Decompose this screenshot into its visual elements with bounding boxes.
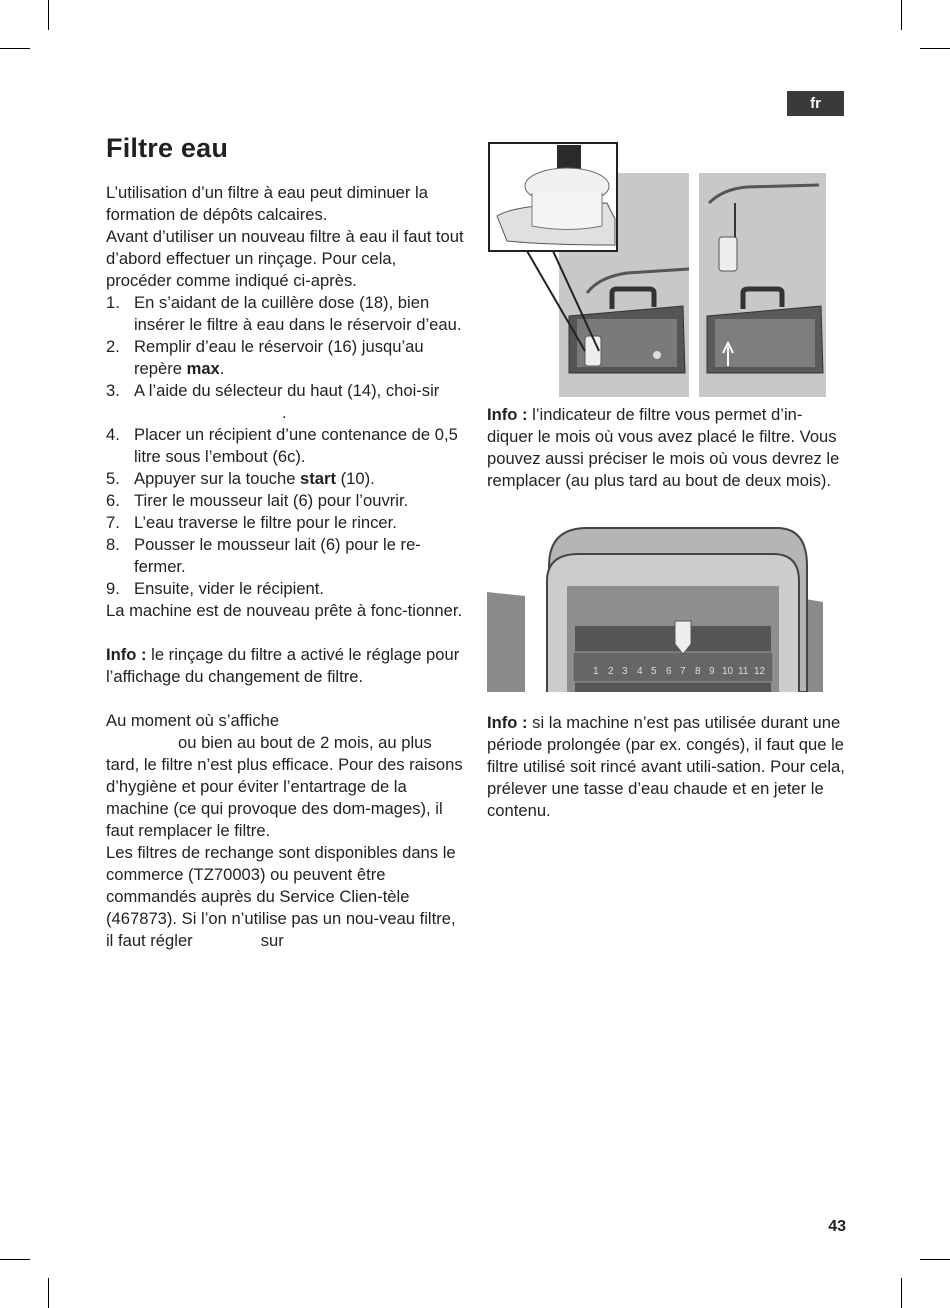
dial-number: 3 (622, 666, 628, 677)
rinse-intro-paragraph: Avant d’utiliser un nouveau filtre à eau il faut tout d’abord effectuer un rinçage. Pour cela, procéder comme indiqué ci-après. (106, 227, 464, 290)
crop-mark (0, 1259, 30, 1260)
page-title: Filtre eau (106, 133, 229, 163)
dial-number: 6 (666, 666, 672, 677)
crop-mark (48, 0, 49, 30)
rinse-steps-list (106, 292, 466, 600)
dial-number: 9 (709, 666, 715, 677)
page-number: 43 (828, 1218, 846, 1235)
crop-mark (920, 48, 950, 49)
info-label: Info : (487, 713, 528, 732)
list-item: 3. A l’aide du sélecteur du haut (14), choi-sir. (106, 381, 440, 422)
info-label: Info : (106, 645, 147, 664)
dial-number: 8 (695, 666, 701, 677)
intro-paragraph: L’utilisation d’un filtre à eau peut diminuer la formation de dépôts calcaires. (106, 183, 428, 224)
dial-number: 7 (680, 666, 686, 677)
dial-number: 12 (754, 666, 766, 677)
dial-number: 10 (722, 666, 734, 677)
extended-absence-info: Info : si la machine n’est pas utilisée durant une période prolongée (par ex. congés), il faut que le filtre utilisé soit rincé avant utili-sation. Pour cela, prélever une tasse d’eau chaude et en jeter le contenu. (487, 713, 845, 820)
list-item: 2. Remplir d’eau le réservoir (16) jusqu’au repère max. (106, 337, 424, 378)
language-tab: fr (787, 91, 844, 116)
filter-indicator-info: Info : l’indicateur de filtre vous permet d’in-diquer le mois où vous avez placé le filtre. Vous pouvez aussi préciser le mois où vous devrez le remplacer (au plus tard au bout de deux mois). (487, 405, 840, 490)
left-column (106, 182, 466, 952)
dial-number: 1 (593, 666, 599, 677)
info-label: Info : (487, 405, 528, 424)
crop-mark (901, 0, 902, 30)
list-item: 4. Placer un récipient d’une contenance de 0,5 litre sous l’embout (6c). (106, 425, 458, 466)
dial-number: 11 (738, 666, 749, 677)
list-item: 1. En s’aidant de la cuillère dose (18), bien insérer le filtre à eau dans le réservoir d’eau. (106, 293, 462, 334)
list-item: 9. Ensuite, vider le récipient. (106, 579, 325, 598)
list-item: 8. Pousser le mousseur lait (6) pour le re-fermer. (106, 535, 421, 576)
crop-mark (0, 48, 30, 49)
moment-paragraph: Au moment où s’affiche ou bien au bout de 2 mois, au plus tard, le filtre n’est plus efficace. Pour des raisons d’hygiène et pour éviter l’entartrage de la machine (ce qui provoque des dom-mages), il faut remplacer le filtre. (106, 711, 463, 840)
info-paragraph: Info : le rinçage du filtre a activé le réglage pour l’affichage du changement de filtre. (106, 645, 460, 686)
list-item: 6. Tirer le mousseur lait (6) pour l’ouvrir. (106, 491, 409, 510)
dial-number: 5 (651, 666, 657, 677)
crop-mark (920, 1259, 950, 1260)
crop-mark (901, 1278, 902, 1308)
ready-paragraph: La machine est de nouveau prête à fonc-tionner. (106, 601, 463, 620)
dial-number: 4 (637, 666, 643, 677)
list-item: 5. Appuyer sur la touche start (10). (106, 469, 375, 488)
dial-number: 2 (608, 666, 614, 677)
crop-mark (48, 1278, 49, 1308)
filter-month-dial-illustration (487, 526, 825, 692)
filter-insertion-illustration (487, 141, 827, 397)
replacement-paragraph: Les filtres de rechange sont disponibles dans le commerce (TZ70003) ou peuvent être commandés auprès du Service Clien-tèle (467873). Si l’on n’utilise pas un nou-veau filtre, il faut régler sur (106, 843, 456, 950)
list-item: 7. L’eau traverse le filtre pour le rincer. (106, 513, 397, 532)
